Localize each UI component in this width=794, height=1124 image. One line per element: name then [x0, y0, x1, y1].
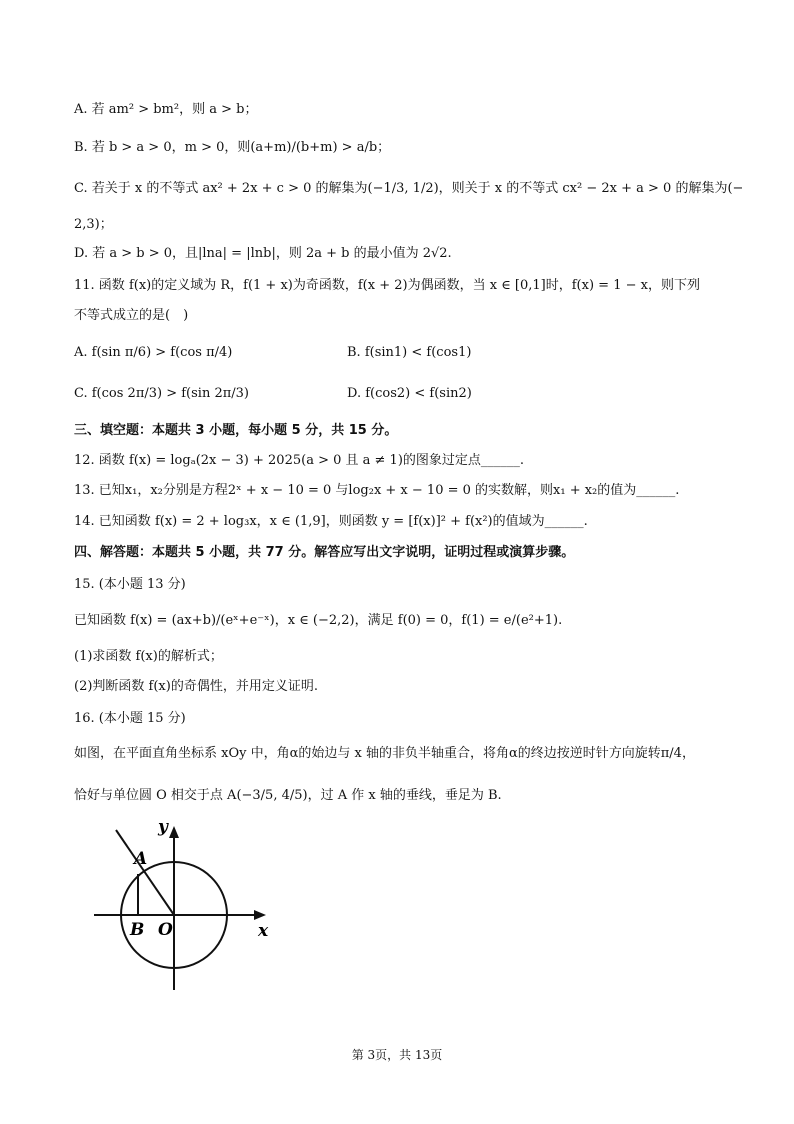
- line-10c-1: C. 若关于 x 的不等式 ax² + 2x + c > 0 的解集为(−1/3, 1/2)，则关于 x 的不等式 cx² − 2x + a > 0 的解集为(−: [74, 181, 744, 196]
- line-16b: 恰好与单位圆 O 相交于点 A(−3/5, 4/5)，过 A 作 x 轴的垂线，垂足为 B.: [74, 788, 502, 803]
- x-axis-arrow: [254, 910, 266, 920]
- option-11A: A. f(sin π/6) > f(cos π/4): [74, 345, 233, 360]
- line-14: 14. 已知函数 f(x) = 2 + log₃x，x ∈ (1,9]，则函数 y = [f(x)]² + f(x²)的值域为______.: [74, 514, 588, 529]
- option-11D: D. f(cos2) < f(sin2): [347, 386, 472, 401]
- line-10b: B. 若 b > a > 0，m > 0，则(a+m)/(b+m) > a/b；: [74, 140, 391, 155]
- label-B: B: [130, 920, 145, 940]
- label-y: y: [158, 817, 168, 837]
- line-15c: (2)判断函数 f(x)的奇偶性，并用定义证明.: [74, 679, 318, 694]
- line-15-header: 15. (本小题 13 分): [74, 577, 186, 592]
- section-heading-4: 四、解答题：本题共 5 小题，共 77 分。解答应写出文字说明，证明过程或演算步骤。: [74, 545, 575, 560]
- line-12: 12. 函数 f(x) = logₐ(2x − 3) + 2025(a > 0 且 a ≠ 1)的图象过定点______.: [74, 453, 525, 468]
- line-10d: D. 若 a > b > 0，且|lna| = |lnb|，则 2a + b 的最小值为 2√2.: [74, 246, 452, 261]
- line-15b: (1)求函数 f(x)的解析式；: [74, 649, 223, 664]
- label-A: A: [134, 849, 148, 869]
- page-footer: 第 3页，共 13页: [351, 1048, 443, 1062]
- line-10c-2: 2,3)；: [74, 217, 113, 232]
- line-13: 13. 已知x₁，x₂分别是方程2ˣ + x − 10 = 0 与log₂x + x − 10 = 0 的实数解，则x₁ + x₂的值为______.: [74, 483, 680, 498]
- line-11b: 不等式成立的是( ): [74, 308, 189, 323]
- option-11C: C. f(cos 2π/3) > f(sin 2π/3): [74, 386, 249, 401]
- line-11a: 11. 函数 f(x)的定义域为 R，f(1 + x)为奇函数，f(x + 2)为偶函数，当 x ∈ [0,1]时，f(x) = 1 − x，则下列: [74, 278, 700, 293]
- line-15a: 已知函数 f(x) = (ax+b)/(eˣ+e⁻ˣ)，x ∈ (−2,2)，满足 f(0) = 0，f(1) = e/(e²+1).: [74, 613, 563, 628]
- label-O: O: [158, 920, 173, 940]
- terminal-side: [116, 830, 174, 915]
- option-11B: B. f(sin1) < f(cos1): [347, 345, 472, 360]
- unit-circle-figure: [88, 812, 278, 994]
- label-x: x: [258, 921, 269, 941]
- line-10a: A. 若 am² > bm²，则 a > b；: [74, 102, 258, 117]
- y-axis-arrow: [169, 826, 179, 838]
- line-16a: 如图，在平面直角坐标系 xOy 中，角α的始边与 x 轴的非负半轴重合，将角α的终边按逆时针方向旋转π/4，: [74, 746, 695, 761]
- line-16-header: 16. (本小题 15 分): [74, 711, 186, 726]
- section-heading-3: 三、填空题：本题共 3 小题，每小题 5 分，共 15 分。: [74, 423, 398, 438]
